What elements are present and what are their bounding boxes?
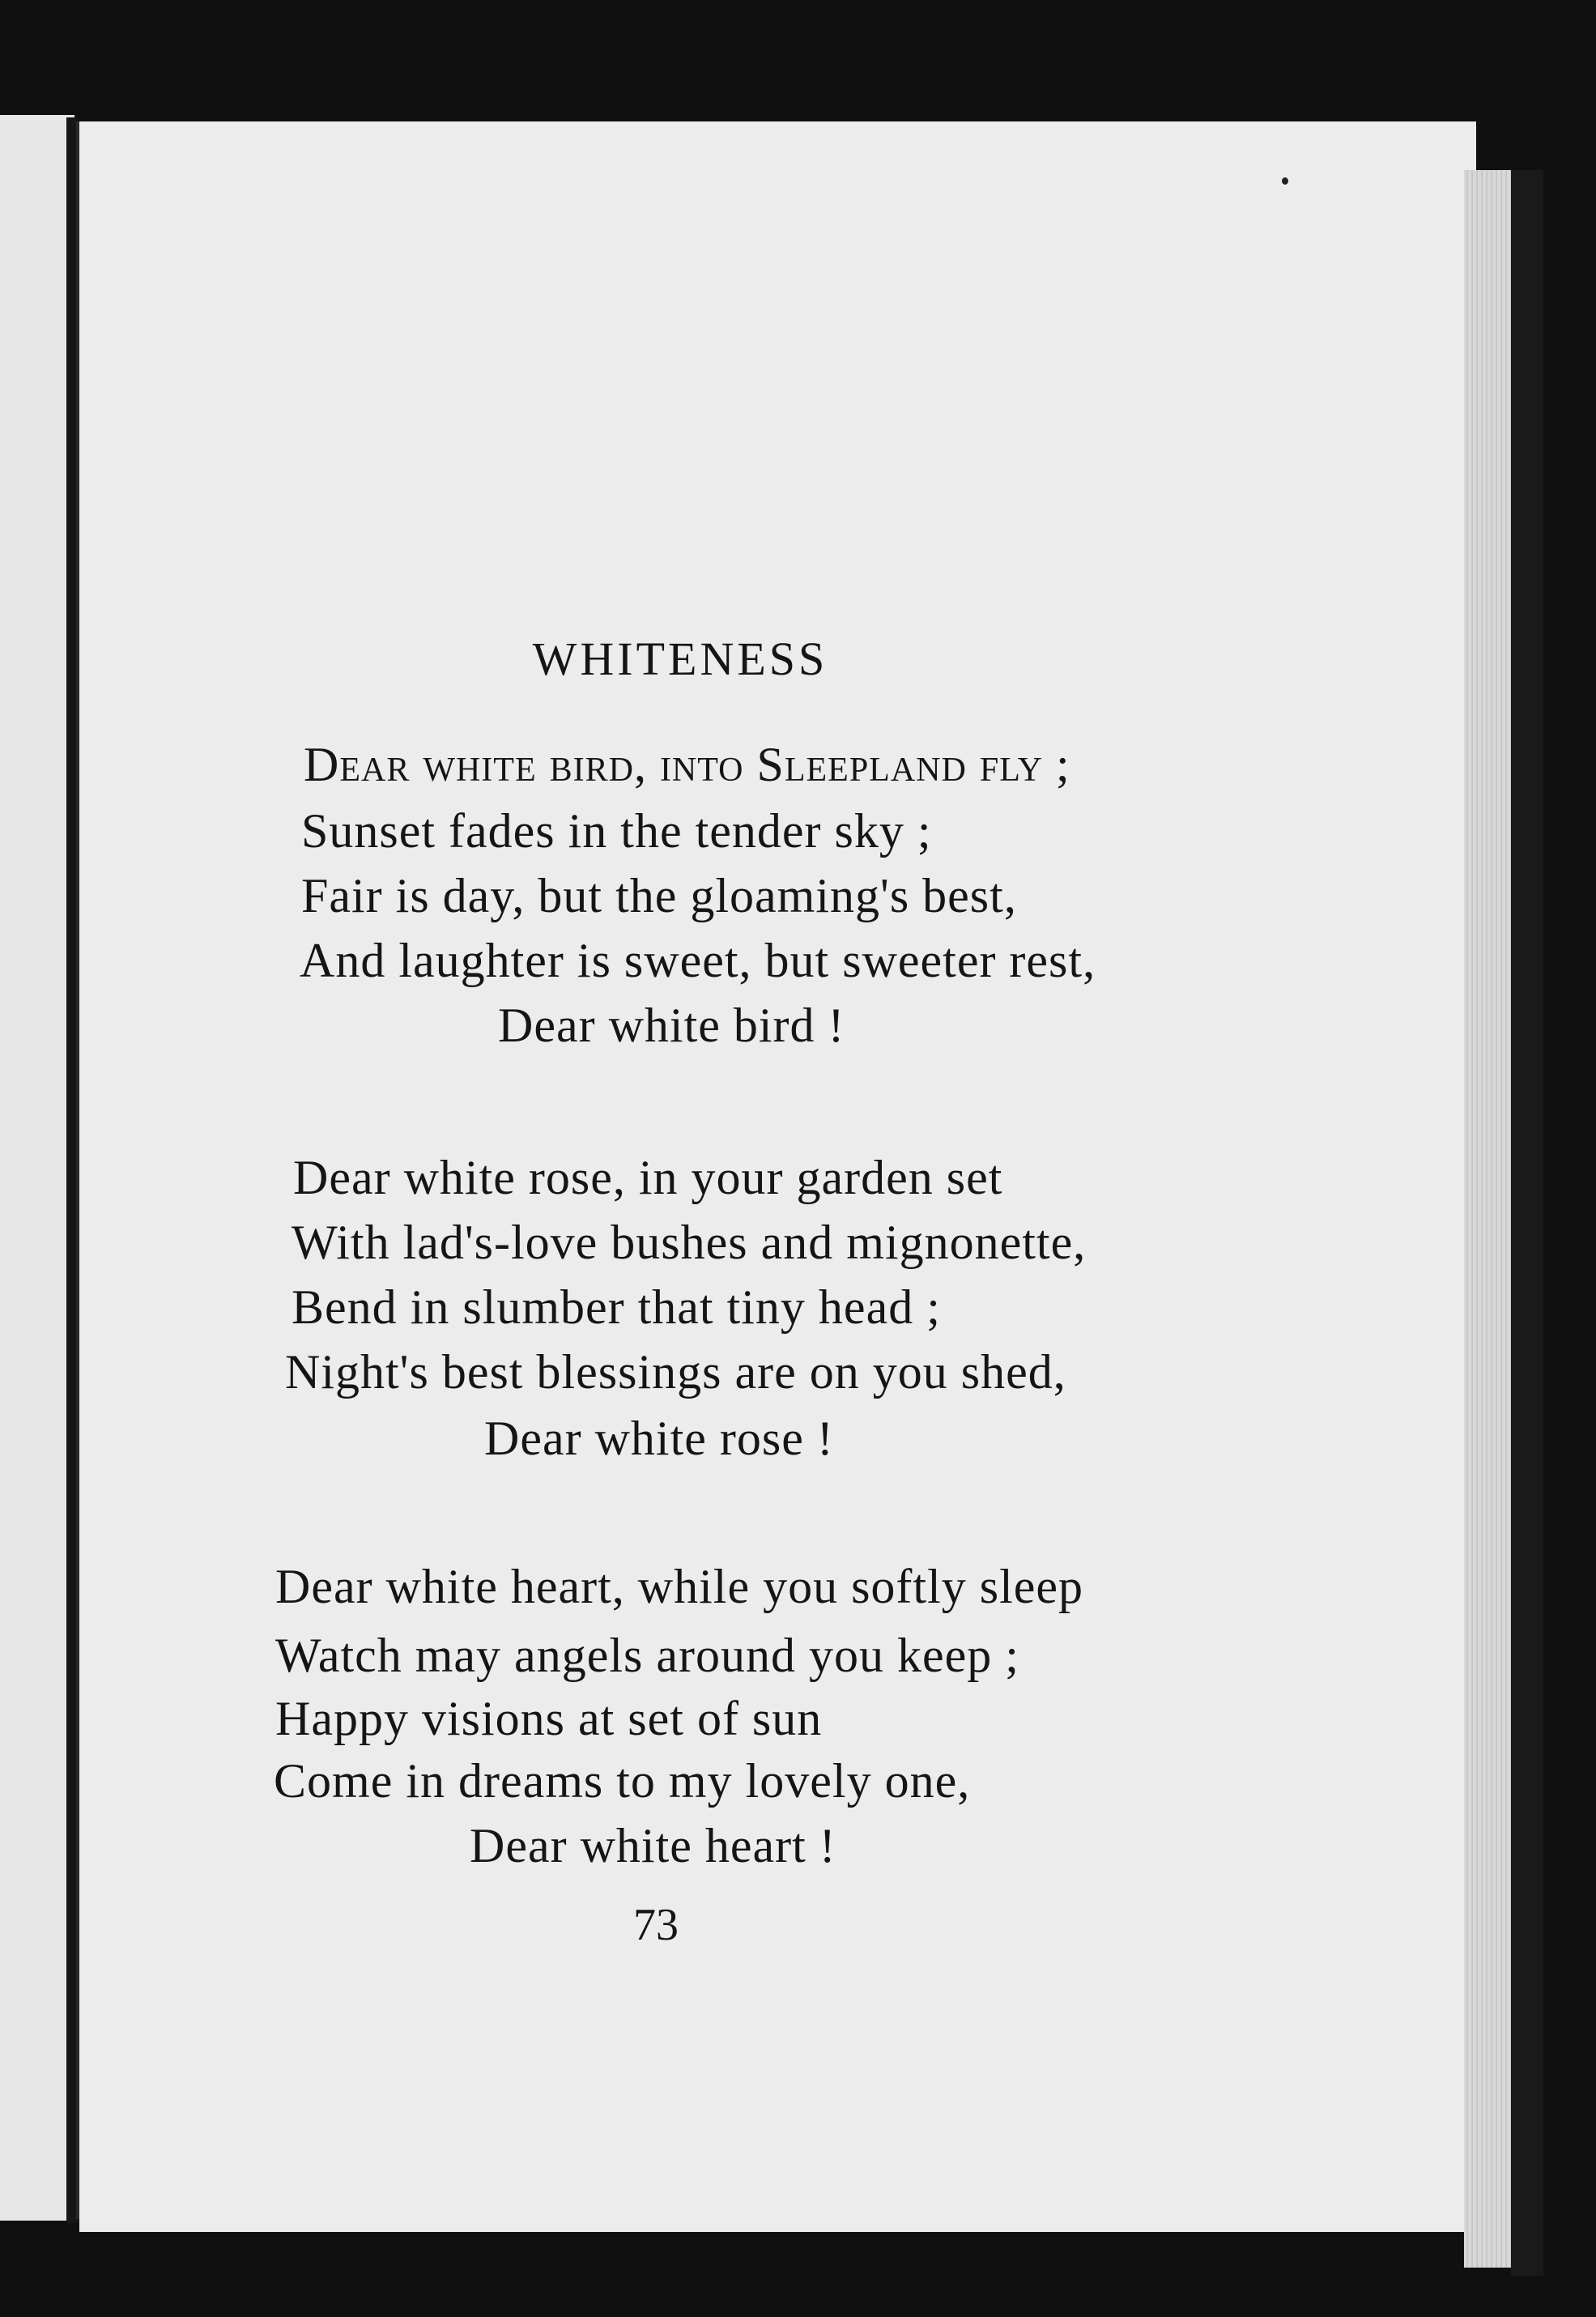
scan-speck xyxy=(1282,177,1288,185)
poem-line-text: Dear white bird, into Sleepland fly ; xyxy=(304,738,1070,791)
poem-line: Come in dreams to my lovely one, xyxy=(274,1754,971,1808)
poem-line: And laughter is sweet, but sweeter rest, xyxy=(300,934,1096,987)
poem-refrain: Dear white bird ! xyxy=(498,999,845,1052)
poem-line: Happy visions at set of sun xyxy=(275,1692,823,1745)
facing-page-edge xyxy=(0,115,74,2221)
page-block-shadow xyxy=(1511,170,1543,2276)
poem-line: Fair is day, but the gloaming's best, xyxy=(301,869,1017,922)
poem-line: Bend in slumber that tiny head ; xyxy=(292,1280,941,1334)
poem-line: Night's best blessings are on you shed, xyxy=(285,1345,1066,1399)
poem-line: Sunset fades in the tender sky ; xyxy=(301,804,932,858)
poem-refrain: Dear white rose ! xyxy=(484,1412,834,1465)
poem-line: With lad's-love bushes and mignonette, xyxy=(292,1216,1087,1269)
poem-title: WHITENESS xyxy=(532,632,828,685)
poem-refrain: Dear white heart ! xyxy=(470,1819,836,1872)
page-block-edges xyxy=(1464,170,1513,2268)
poem-line: Dear white rose, in your garden set xyxy=(293,1151,1003,1204)
poem-line: Dear white heart, while you softly sleep xyxy=(275,1560,1084,1613)
poem-line: Watch may angels around you keep ; xyxy=(275,1629,1019,1682)
poem-line xyxy=(304,737,1070,793)
page-number: 73 xyxy=(633,1900,679,1950)
